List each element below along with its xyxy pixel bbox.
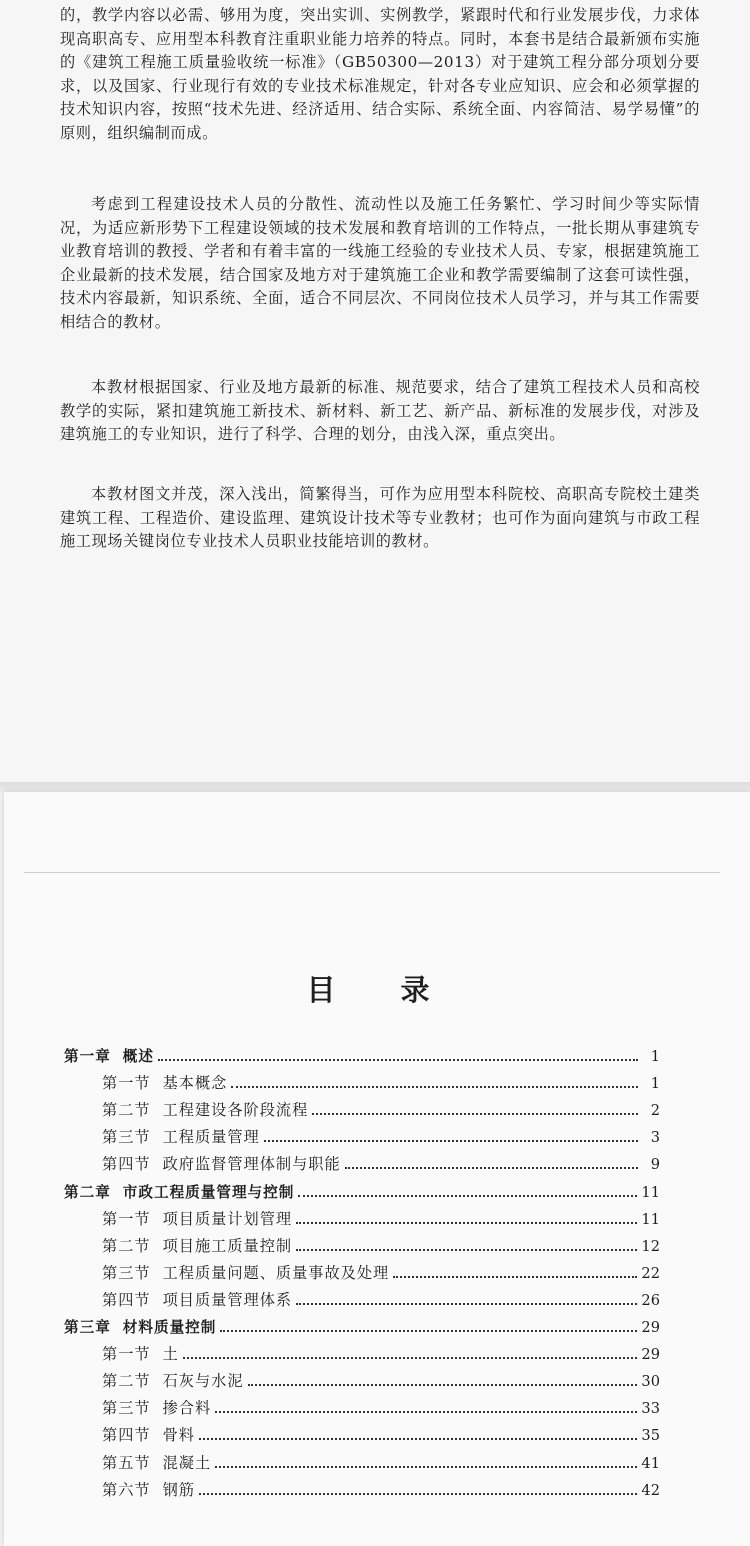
toc-entry-page: 33	[641, 1400, 660, 1418]
toc-entry-page: 41	[641, 1454, 660, 1472]
toc-entry-title: 掺合料	[162, 1399, 212, 1418]
page-gap	[0, 782, 750, 792]
toc-entry-page: 9	[650, 1156, 660, 1174]
toc-entry-label: 第一节	[102, 1345, 151, 1364]
toc-section-row	[102, 1343, 660, 1365]
toc-section-row	[102, 1262, 660, 1284]
toc-leader-dots	[296, 1222, 637, 1224]
toc-entry-page: 11	[641, 1183, 660, 1201]
toc-entry-page: 35	[641, 1427, 660, 1445]
toc-section-row	[102, 1153, 660, 1175]
toc-entry-label: 第三节	[102, 1263, 151, 1282]
toc-entry-page: 11	[641, 1210, 660, 1228]
toc-entry-label: 第六节	[102, 1480, 151, 1499]
toc-entry-title: 基本概念	[162, 1074, 228, 1093]
toc-leader-dots	[345, 1167, 638, 1169]
toc-leader-dots	[158, 1059, 638, 1061]
preface-paragraph-4: 本教材图文并茂，深入浅出，简繁得当，可作为应用型本科院校、高职高专院校土建类建筑工程、工程造价、建设监理、建筑设计技术等专业教材；也可作为面向建筑与市政工程施工现场关键岗位专业技术人员职业技能培训的教材。	[60, 485, 700, 551]
toc-entry-title: 材料质量控制	[122, 1319, 217, 1336]
toc-chapter-row	[64, 1316, 660, 1338]
toc-entry-page: 1	[650, 1075, 660, 1093]
toc-section-row	[102, 1397, 660, 1419]
header-rule	[24, 872, 720, 873]
toc-entry-page: 29	[641, 1346, 660, 1364]
toc-leader-dots	[264, 1140, 638, 1142]
toc-entry-page: 12	[641, 1237, 660, 1255]
toc-entry-page: 3	[650, 1129, 660, 1147]
preface-paragraph-1: 的，教学内容以必需、够用为度，突出实训、实例教学，紧跟时代和行业发展步伐，力求体现高职高专、应用型本科教育注重职业能力培养的特点。同时，本套书是结合最新颁布实施的《建筑工程施工质量验收统一标准》（GB50300—2013）对于建筑工程分部分项划分要求，以及国家、行业现行有效的专业技术标准规定，针对各专业应知识、应会和必须掌握的技术知识内容，按照“技术先进、经济适用、结合实际、系统全面、内容简洁、易学易懂”的原则，组织编制而成。	[60, 6, 700, 142]
toc-entry-label: 第一节	[102, 1074, 151, 1093]
toc-entry-page: 42	[641, 1481, 660, 1499]
toc-entry-page: 26	[641, 1291, 660, 1309]
toc-leader-dots	[312, 1113, 638, 1115]
toc-leader-dots	[298, 1195, 637, 1197]
toc-entry-title: 工程质量问题、质量事故及处理	[162, 1263, 390, 1282]
contents-title: 目 录	[306, 973, 448, 1007]
toc-leader-dots	[248, 1384, 638, 1386]
toc-entry-title: 工程建设各阶段流程	[162, 1101, 309, 1120]
toc-section-row	[102, 1208, 660, 1230]
toc-leader-dots	[296, 1303, 637, 1305]
toc-entry-page: 30	[641, 1373, 660, 1391]
toc-entry-title: 钢筋	[162, 1480, 195, 1499]
toc-entry-label: 第四节	[102, 1426, 151, 1445]
preface-paragraph-3: 本教材根据国家、行业及地方最新的标准、规范要求，结合了建筑工程技术人员和高校教学的实际，紧扣建筑施工新技术、新材料、新工艺、新产品、新标准的发展步伐，对涉及建筑施工的专业知识，进行了科学、合理的划分，由浅入深，重点突出。	[60, 378, 700, 444]
toc-section-row	[102, 1479, 660, 1501]
toc-section-row	[102, 1099, 660, 1121]
toc-leader-dots	[231, 1086, 638, 1088]
toc-section-row	[102, 1424, 660, 1446]
toc-entry-title: 项目质量计划管理	[162, 1209, 293, 1228]
toc-entry-title: 石灰与水泥	[162, 1372, 244, 1391]
toc-entry-title: 项目质量管理体系	[162, 1290, 293, 1309]
toc-section-row	[102, 1126, 660, 1148]
toc-entry-page: 22	[641, 1264, 660, 1282]
toc-entry-label: 第一节	[102, 1209, 151, 1228]
toc-leader-dots	[183, 1357, 638, 1359]
toc-entry-label: 第一章	[64, 1048, 111, 1065]
preface-paragraph-2: 考虑到工程建设技术人员的分散性、流动性以及施工任务繁忙、学习时间少等实际情况，为适应新形势下工程建设领域的技术发展和教育培训的工作特点，一批长期从事建筑专业教育培训的教授、学者和有着丰富的一线施工经验的专业技术人员、专家，根据建筑施工企业最新的技术发展，结合国家及地方对于建筑施工企业和教学需要编制了这套可读性强，技术内容最新，知识系统、全面，适合不同层次、不同岗位技术人员学习，并与其工作需要相结合的教材。	[60, 195, 700, 331]
toc-entry-title: 政府监督管理体制与职能	[162, 1155, 341, 1174]
toc-entry-title: 市政工程质量管理与控制	[122, 1183, 295, 1201]
toc-leader-dots	[215, 1466, 637, 1468]
toc-entry-label: 第三节	[102, 1399, 151, 1418]
toc-entry-label: 第五节	[102, 1453, 151, 1472]
toc-entry-page: 1	[650, 1048, 660, 1065]
toc-entry-label: 第三节	[102, 1128, 151, 1147]
toc-entry-title: 土	[162, 1345, 179, 1364]
toc-leader-dots	[220, 1330, 637, 1332]
toc-entry-title: 工程质量管理	[162, 1128, 260, 1147]
toc-leader-dots	[199, 1493, 637, 1495]
toc-entry-page: 29	[641, 1319, 660, 1336]
toc-leader-dots	[393, 1276, 637, 1278]
toc-entry-label: 第四节	[102, 1155, 151, 1174]
toc-entry-title: 项目施工质量控制	[162, 1236, 293, 1255]
toc-section-row	[102, 1072, 660, 1094]
toc-entry-title: 混凝土	[162, 1453, 212, 1472]
toc-entry-label: 第二节	[102, 1101, 151, 1120]
toc-entry-label: 第四节	[102, 1290, 151, 1309]
toc-chapter-row	[64, 1045, 660, 1067]
toc-entry-title: 骨料	[162, 1426, 195, 1445]
toc-section-row	[102, 1452, 660, 1474]
toc-section-row	[102, 1235, 660, 1257]
toc-entry-label: 第二节	[102, 1372, 151, 1391]
contents-page	[4, 792, 750, 1546]
toc-entry-label: 第二章	[64, 1183, 111, 1201]
toc-chapter-row	[64, 1181, 660, 1203]
toc-entry-title: 概述	[122, 1048, 154, 1065]
toc-section-row	[102, 1289, 660, 1311]
toc-entry-page: 2	[650, 1102, 660, 1120]
toc-entry-label: 第二节	[102, 1236, 151, 1255]
toc-section-row	[102, 1370, 660, 1392]
toc-entry-label: 第三章	[64, 1319, 111, 1336]
toc-leader-dots	[199, 1438, 637, 1440]
toc-leader-dots	[296, 1249, 637, 1251]
toc-leader-dots	[215, 1411, 637, 1413]
